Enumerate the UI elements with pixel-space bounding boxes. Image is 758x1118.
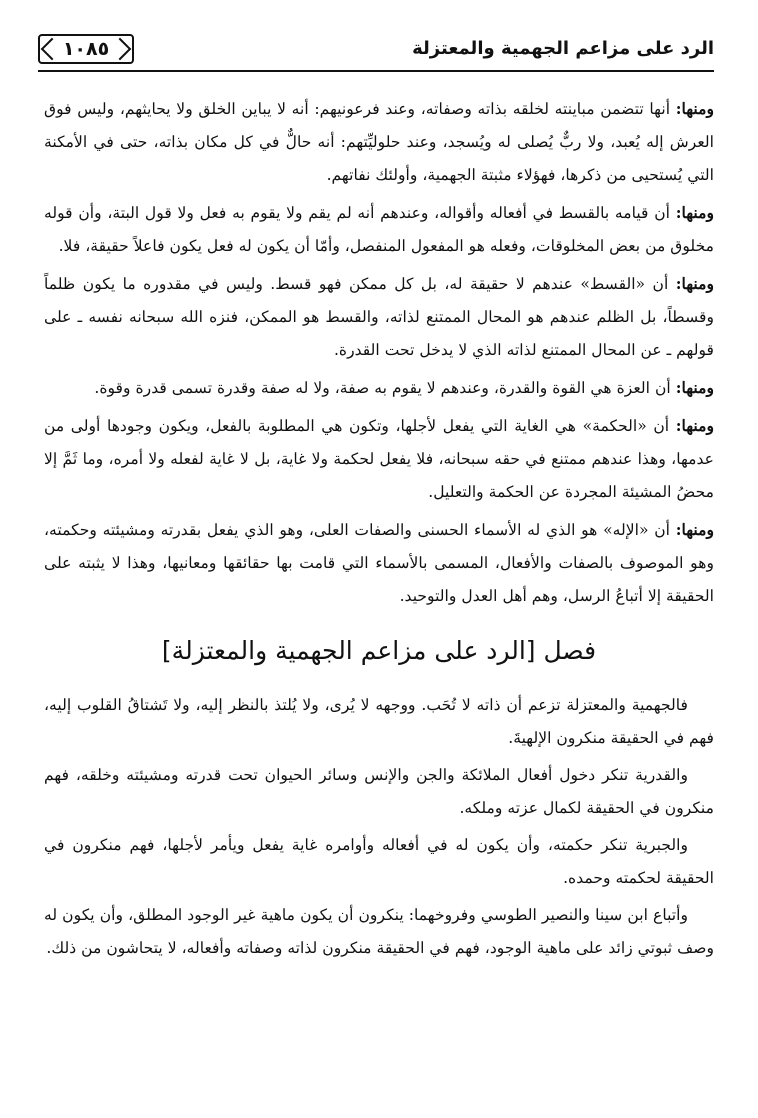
paragraph-lead: ومنها: <box>675 416 714 435</box>
page-header <box>38 28 714 72</box>
paragraph-lead: ومنها: <box>675 520 714 539</box>
paragraph-text: أن «الإله» هو الذي له الأسماء الحسنى والصفات العلى، وهو الذي يفعل بقدرته ومشيئته وحكمته، وهو الموصوف بالصفات والأفعال، المسمى بالأسماء التي قامت بها حقائقها ومعانيها، وهذا لا يثبته على الحقيقة إلا أتباعُ الرسل، وهم أهل العدل والتوحيد. <box>44 521 714 605</box>
paragraph-lead: ومنها: <box>675 378 714 397</box>
paragraph <box>44 513 714 613</box>
paragraph-text: أن «الحكمة» هي الغاية التي يفعل لأجلها، وتكون هي المطلوبة بالفعل، ويكون وجودها أولى من عدمها، وهذا عندهم ممتنع في حقه سبحانه، فلا يفعل لحكمة ولا غاية، بل لا غاية لفعله ولا أمره، وما ثَمَّ إلا محضُ المشيئة المجردة عن الحكمة والتعليل. <box>44 417 714 501</box>
header-rule <box>38 70 714 72</box>
paragraph <box>44 92 714 192</box>
section-paragraph: والجبرية تنكر حكمته، وأن يكون له في أفعاله وأوامره غاية يفعل ويأمر لأجلها، فهم منكرون في الحقيقة لحكمته وحمده. <box>44 836 714 887</box>
paragraph <box>44 196 714 263</box>
paragraph-text: أن «القسط» عندهم لا حقيقة له، بل كل ممكن فهو قسط. وليس في مقدوره ما يكون ظلماً وقسطاً، بل الظلم عندهم هو المحال الممتنع لذاته، والقسط هو الممكن، فنزه الله سبحانه نفسه ـ على قولهم ـ عن المحال الممتنع لذاته الذي لا يدخل تحت القدرة. <box>44 275 714 359</box>
page-number: ١٠٨٥ <box>38 34 134 64</box>
page-body <box>44 92 714 969</box>
running-title: الرد على مزاعم الجهمية والمعتزلة <box>412 38 714 59</box>
section-paragraph: وأتباع ابن سينا والنصير الطوسي وفروخهما: ينكرون أن يكون ماهية غير الوجود المطلق، وأن يكون له وصف ثبوتي زائد على ماهية الوجود، فهم في الحقيقة منكرون لذاته وصفاته وأفعاله، لا يتحاشون من ذلك. <box>44 906 714 957</box>
paragraph-lead: ومنها: <box>675 203 714 222</box>
paragraph <box>44 371 714 405</box>
section-heading: فصل [الرد على مزاعم الجهمية والمعتزلة] <box>161 636 597 665</box>
paragraph-text: أن العزة هي القوة والقدرة، وعندهم لا يقوم به صفة، ولا له صفة وقدرة تسمى قدرة وقوة. <box>94 379 676 397</box>
paragraph <box>44 267 714 367</box>
paragraph-lead: ومنها: <box>675 99 714 118</box>
paragraph-text: أنها تتضمن مباينته لخلقه بذاته وصفاته، وعند فرعونيهم: أنه لا يباين الخلق ولا يحايثهم، وليس فوق العرش إله يُعبد، ولا ربٌّ يُصلى له ويُسجد، وعند حلوليِّتهم: أنه حالٌّ في كل مكان بذاته، حتى في الأمكنة التي يُستحيى من ذكرها، فهؤلاء مثبتة الجهمية، وأولئك نفاتهم. <box>44 100 714 184</box>
section-paragraph: والقدرية تنكر دخول أفعال الملائكة والجن والإنس وسائر الحيوان تحت قدرته ومشيئته وخلقه، فهم منكرون في الحقيقة لكمال عزته وملكه. <box>44 766 714 817</box>
paragraph-lead: ومنها: <box>675 274 714 293</box>
section-paragraph: فالجهمية والمعتزلة تزعم أن ذاته لا تُحَب. ووجهه لا يُرى، ولا يُلتذ بالنظر إليه، ولا تَشتاقُ القلوب إليه، فهم في الحقيقة منكرون الإلهيةَ. <box>44 696 714 747</box>
paragraph <box>44 409 714 509</box>
paragraph-text: أن قيامه بالقسط في أفعاله وأقواله، وعندهم أنه لم يقم ولا يقوم به فعل ولا قول البتة، وأن قوله مخلوق من بعض المخلوقات، وفعله هو المفعول المنفصل، وأمّا أن يكون له فعل يكون فاعلاً حقيقة، فلا. <box>44 204 714 255</box>
